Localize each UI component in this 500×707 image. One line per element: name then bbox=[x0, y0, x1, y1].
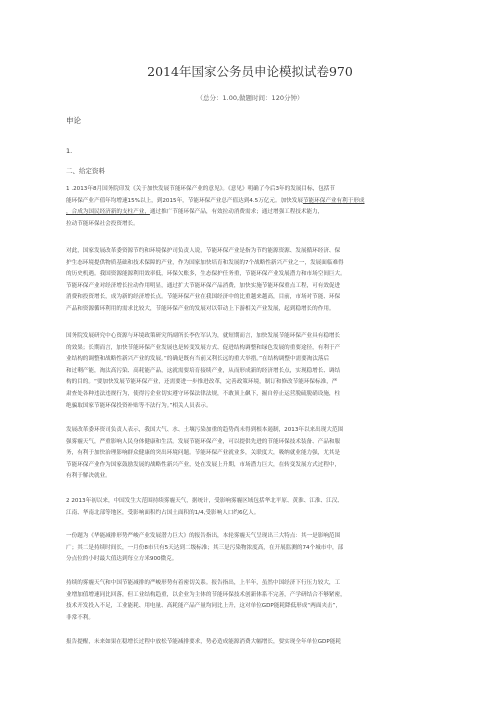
text-line: 报告提醒，未来如果在稳增长过程中放松节能减排要求，势必造成能源消费大幅增长，要实现全年单位GDP能耗 bbox=[66, 639, 341, 645]
text-line: 业结构的调整和战略性新兴产业的发展。”的确是既有当前又利长远的重大举措。”在结构调整中需要淘汰落后 bbox=[66, 356, 330, 363]
text-line: 分点位的小时最大值达到每立方米900微克。 bbox=[66, 556, 178, 563]
text-line: 有利于解决就业。 bbox=[66, 473, 111, 480]
paragraph-2 bbox=[66, 246, 434, 316]
paragraph-4 bbox=[66, 425, 434, 483]
text-line: 技术开发投入不足，工业能耗、用电量、高耗能产品产量均同比上升，这对单位GDP能耗降低形成“两面夹击”， bbox=[66, 603, 342, 610]
text-line: 2 2013年初以来，中国发生大范围持续雾霾天气，据统计，受影响雾霾区域包括华北平原、黄淮、江淮、江汉、 bbox=[66, 498, 343, 504]
text-line: 节能环保产业作为国家鼓励发展的战略性新兴产业，处在发展上升期，市场潜力巨大，在转变发展方式过程中， bbox=[66, 461, 341, 468]
text-line: 广；其二是持续时间长，一月份8市只有5天达到二级标准；其三是污染物浓度高，在开展监测的74个城市中，部 bbox=[66, 544, 344, 551]
underlined-text: ，合成为国民经济新的支柱产业， bbox=[66, 209, 150, 216]
text-line: 强雾霾天气，严重影响人民身体健康和生活。发展节能环保产业，可以提供先进的节能环保技术装备、产品和服 bbox=[66, 438, 341, 445]
text-line: 非常不利。 bbox=[66, 614, 94, 621]
text-line: 的历史机遇。我国资源能源利用效率低，环保欠账多，生态保护任务重，节能环保产业发展潜力和市场空间巨大。 bbox=[66, 271, 346, 278]
paragraph-3 bbox=[66, 331, 434, 412]
underlined-text: 利于形成 bbox=[342, 197, 365, 204]
paragraph-6 bbox=[66, 531, 434, 566]
text-line: 发展改革委环资司负责人表示，我国大气、水、土壤污染加重的趋势尚未得到根本遏制，2013年以来出现大范围 bbox=[66, 427, 344, 433]
text-line: 消费和投资增长，成为新的经济增长点。节能环保产业在我国经济中的比重越来越高，目前，市场对节能、环保 bbox=[66, 294, 341, 301]
text-line: 业增加值增速同比回落，但工业结构趋重，以企业为主体的节能环保技术创新体系不完善，产学研结合不够紧密， bbox=[66, 591, 346, 598]
text-line: 肃查处各种违法违规行为，使得污企业切实遵守环保法律法规，不敢顶上飙下，掘自停止运营脱硫脱硝设施，柱 bbox=[66, 390, 341, 397]
section-heading-main: 申论 bbox=[66, 116, 81, 125]
text-line: 节能环保产业对经济增长拉动作用明显，通过扩大节能环保产品消费，加快实施节能环保重点工程，可有效促进 bbox=[66, 282, 341, 289]
underlined-text: 节能环保产业有 bbox=[302, 197, 343, 204]
text-segment: 通过推广节能环保产品，有效拉动消费需求；通过增强工程技术能力， bbox=[149, 209, 324, 216]
page-title: 2014年国家公务员申论模拟试卷970 bbox=[147, 64, 353, 79]
text-line: 江南、华南北部等地区，受影响面积约占国土面积的1/4,受影响人口约6亿人。 bbox=[66, 509, 260, 516]
text-line: 构的目的。“要加快发展节能环保产业，还需要进一步推进改革，完善政策环境，制订和修改节能环保标准，严 bbox=[66, 379, 338, 386]
text-line: 对此，国家发展改革委资源节约和环境保护司负责人说，节能环保产业是指为节约能源资源、发展循环经济、保 bbox=[66, 248, 341, 254]
text-line: 绝骗取国家节能环保投资补贴等不法行为。”相关人员表示。 bbox=[66, 402, 212, 409]
text-line bbox=[66, 207, 434, 219]
text-line: 产品和资源循环利用的需求比较大，节能环保产业的发展对以带动上下游相关产业发展，起到稳增长的作用。 bbox=[66, 305, 335, 312]
paragraph-1 bbox=[66, 184, 434, 230]
text-line: 拉动节能环保社会投资增长。 bbox=[66, 220, 139, 227]
text-line: 护生态环境提供物质基础和技术保障的产业，作为国家加快培育和发展的7个战略性新兴产业之一，发展面临难得 bbox=[66, 259, 344, 266]
text-line: 的效果；长期而言，加快节能环保产业发展也是转变发展方式、促进结构调整和绿色发展的重要途径，有利于产 bbox=[66, 344, 341, 351]
text-line bbox=[66, 196, 434, 208]
section-heading-given: 二、给定资料 bbox=[66, 167, 105, 175]
text-segment: 能环保产业产值年均增速15%以上，到2015年，节能环保产业总产值达到4.5万亿元。加快发展 bbox=[66, 197, 303, 204]
paragraph-5 bbox=[66, 496, 434, 519]
text-line: 1 .2013年8月国务院印发《关于加快发展节能环保产业的意见》。《意见》明确了今后3年的发展目标，包括节 bbox=[66, 186, 335, 192]
question-number: 1. bbox=[66, 147, 73, 155]
text-line: 持续的雾霾天气和中国节能减排的严峻形势有着密切关系。报告指出，上半年，虽然中国经济下行压力较大，工 bbox=[66, 580, 341, 586]
paragraph-8 bbox=[66, 637, 434, 649]
text-line: 一份题为《华能减排形势严峻产业发展潜力巨大》的报告指出，本轮雾霾天气呈现出三大特点：其一是影响范围 bbox=[66, 533, 341, 539]
paragraph-7 bbox=[66, 578, 434, 624]
exam-meta: （总分：1.00,做题时间：120分钟） bbox=[196, 94, 304, 102]
text-line: 务，有利于加快治理影响群众健康的突出环境问题。节能环保产业就业多，关联度大，吸纳就业能力强，尤其是 bbox=[66, 450, 341, 457]
text-line: 国务院发展研究中心资源与环境政策研究所副所长李佐军认为，就短期而言，加快发展节能环保产业具有稳增长 bbox=[66, 333, 341, 339]
text-line: 和过剩产能，淘汰高污染、高耗能产品，这就需要培育接续产业，从而形成新的经济增长点，实现稳增长、调结 bbox=[66, 367, 341, 374]
